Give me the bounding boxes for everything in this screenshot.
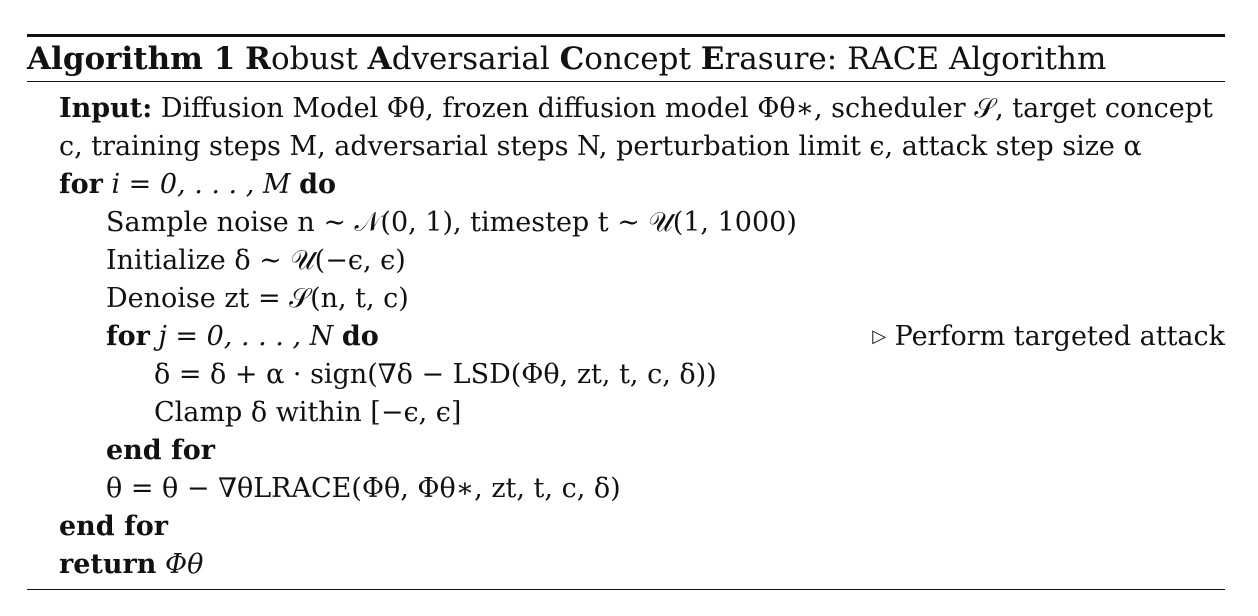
input-text-2: c, training steps M, adversarial steps N, perturbation limit ϵ, attack step size α: [59, 131, 1142, 162]
input-label: Input:: [59, 93, 153, 124]
keyword-do-inner: do: [341, 321, 379, 352]
keyword-do: do: [299, 169, 337, 200]
title-rule: [27, 81, 1225, 82]
clamp-text: Clamp δ within [−ϵ, ϵ]: [154, 397, 462, 428]
end-outer-line: [27, 508, 1225, 546]
sample-text: Sample noise n ∼ 𝒩(0, 1), timestep t ∼ 𝒰(1, 1000): [106, 207, 797, 238]
bottom-rule: [27, 589, 1225, 590]
end-inner-line: [27, 432, 1225, 470]
algorithm-body: [27, 90, 1225, 584]
keyword-end-for-outer: end for: [59, 511, 168, 542]
for-outer-line: [27, 166, 1225, 204]
input-text-1: Diffusion Model Φθ, frozen diffusion model Φθ∗, scheduler 𝒮, target concept: [160, 93, 1213, 124]
title-word-robust: obust: [270, 41, 368, 77]
denoise-text: Denoise zt = 𝒮(n, t, c): [106, 283, 409, 314]
algorithm-number: Algorithm 1: [27, 41, 236, 77]
title-cap-r: R: [245, 41, 271, 77]
input-line-2: [27, 128, 1225, 166]
keyword-end-for-inner: end for: [106, 435, 215, 466]
for-outer-expr: i = 0, . . . , M: [111, 169, 291, 200]
title-cap-e: E: [700, 41, 725, 77]
update-theta-text: θ = θ − ∇θLRACE(Φθ, Φθ∗, zt, t, c, δ): [106, 473, 621, 504]
keyword-for: for: [59, 169, 103, 200]
title-word-adversarial: dversarial: [391, 41, 560, 77]
input-line-1: [27, 90, 1225, 128]
top-rule: [27, 34, 1225, 37]
algorithm-box: [27, 34, 1225, 82]
keyword-for-inner: for: [106, 321, 150, 352]
return-line: [27, 546, 1225, 584]
title-word-erasure: rasure: RACE Algorithm: [724, 41, 1107, 77]
update-theta-line: [27, 470, 1225, 508]
denoise-line: [27, 280, 1225, 318]
for-inner-line: [27, 318, 1225, 356]
update-delta-line: [27, 356, 1225, 394]
comment-triangle-icon: ▷: [872, 326, 887, 347]
title-word-concept: oncept: [584, 41, 701, 77]
title-cap-c: C: [559, 41, 585, 77]
return-expr: Φθ: [164, 549, 204, 580]
init-text: Initialize δ ∼ 𝒰(−ϵ, ϵ): [106, 245, 406, 276]
for-inner-expr: j = 0, . . . , N: [158, 321, 334, 352]
algorithm-title: [27, 40, 1225, 78]
init-line: [27, 242, 1225, 280]
title-cap-a: A: [367, 41, 392, 77]
update-delta-text: δ = δ + α · sign(∇δ − LSD(Φθ, zt, t, c, δ)): [154, 359, 717, 390]
sample-line: [27, 204, 1225, 242]
comment-text: Perform targeted attack: [894, 321, 1225, 352]
clamp-line: [27, 394, 1225, 432]
attack-comment: [872, 318, 1225, 356]
keyword-return: return: [59, 549, 157, 580]
